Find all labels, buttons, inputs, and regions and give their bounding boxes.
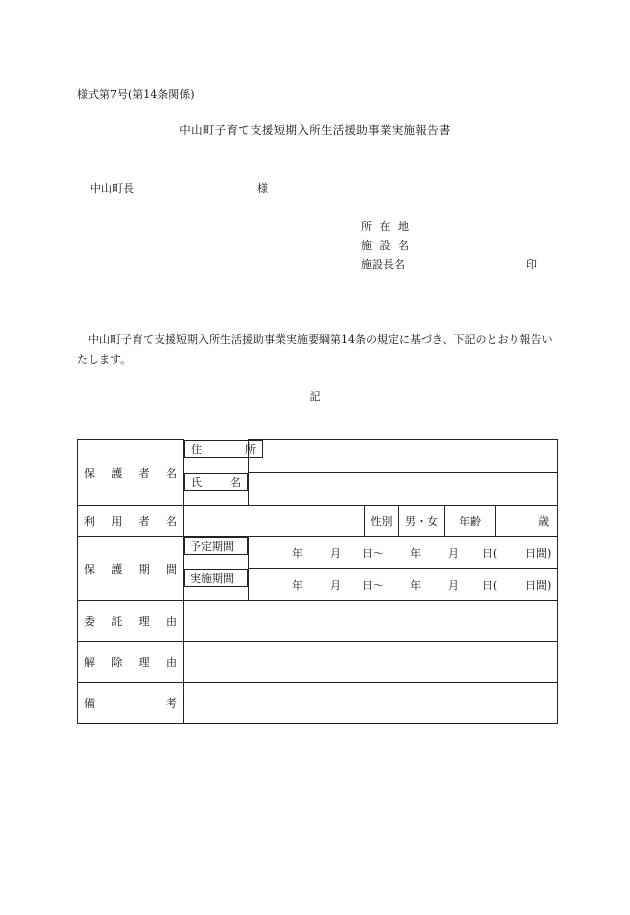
actual-days-unit: 日間) [525, 579, 552, 592]
actual-start-day-unit: 日〜 [362, 579, 384, 592]
remarks-header: 備 考 [78, 683, 184, 724]
record-mark: 記 [309, 390, 321, 403]
actual-end-year-unit: 年 [410, 579, 421, 592]
body-text: 中山町子育て支援短期入所生活援助事業実施要綱第14条の規定に基づき、下記のとおり報告いたします。 [77, 333, 553, 366]
age-field[interactable]: 歳 [496, 506, 558, 537]
planned-end-year-unit: 年 [410, 547, 421, 560]
sender-location-label: 所 在 地 [361, 220, 409, 233]
guardian-name-header: 保 護 者 名 [78, 440, 184, 506]
guardian-address-row [78, 440, 558, 473]
actual-period-field[interactable] [249, 569, 558, 601]
planned-period-field[interactable] [249, 537, 558, 569]
planned-period-row [78, 537, 558, 569]
user-name-header: 利 用 者 名 [78, 506, 184, 537]
actual-end-day-unit: 日( [482, 579, 498, 592]
remarks-row [78, 683, 558, 724]
sender-director-label: 施設長名 [361, 258, 405, 271]
planned-end-day-unit: 日( [482, 547, 498, 560]
name-label: 氏 名 [184, 473, 248, 491]
actual-period-label: 実施期間 [184, 569, 248, 587]
planned-start-month-unit: 月 [330, 547, 341, 560]
guardian-name-field[interactable] [249, 473, 558, 506]
planned-start-day-unit: 日〜 [362, 547, 384, 560]
addressee-honorific: 様 [257, 182, 268, 195]
age-label: 年齢 [445, 506, 496, 537]
planned-days-unit: 日間) [525, 547, 552, 560]
form-number: 様式第7号(第14条関係) [77, 88, 195, 101]
sender-facility-label: 施 設 名 [361, 239, 409, 252]
planned-end-month-unit: 月 [448, 547, 459, 560]
consignment-reason-field[interactable] [184, 601, 558, 642]
actual-start-year-unit: 年 [292, 579, 303, 592]
addressee-name: 中山町長 [90, 182, 134, 195]
address-label: 住 所 [184, 440, 263, 458]
actual-start-month-unit: 月 [330, 579, 341, 592]
document-title: 中山町子育て支援短期入所生活援助事業実施報告書 [179, 123, 451, 137]
remarks-field[interactable] [184, 683, 558, 724]
gender-options[interactable]: 男・女 [399, 506, 445, 537]
cancellation-reason-header: 解 除 理 由 [78, 642, 184, 683]
consignment-reason-row [78, 601, 558, 642]
gender-label: 性別 [365, 506, 399, 537]
seal-mark: 印 [526, 258, 537, 271]
cancellation-reason-row [78, 642, 558, 683]
user-row [78, 506, 558, 537]
user-name-field[interactable] [184, 506, 365, 537]
protection-period-header: 保 護 期 間 [78, 537, 184, 601]
actual-end-month-unit: 月 [448, 579, 459, 592]
cancellation-reason-field[interactable] [184, 642, 558, 683]
planned-period-label: 予定期間 [184, 537, 248, 555]
consignment-reason-header: 委 託 理 由 [78, 601, 184, 642]
guardian-address-field[interactable] [249, 440, 558, 473]
planned-start-year-unit: 年 [292, 547, 303, 560]
report-table [77, 439, 558, 724]
